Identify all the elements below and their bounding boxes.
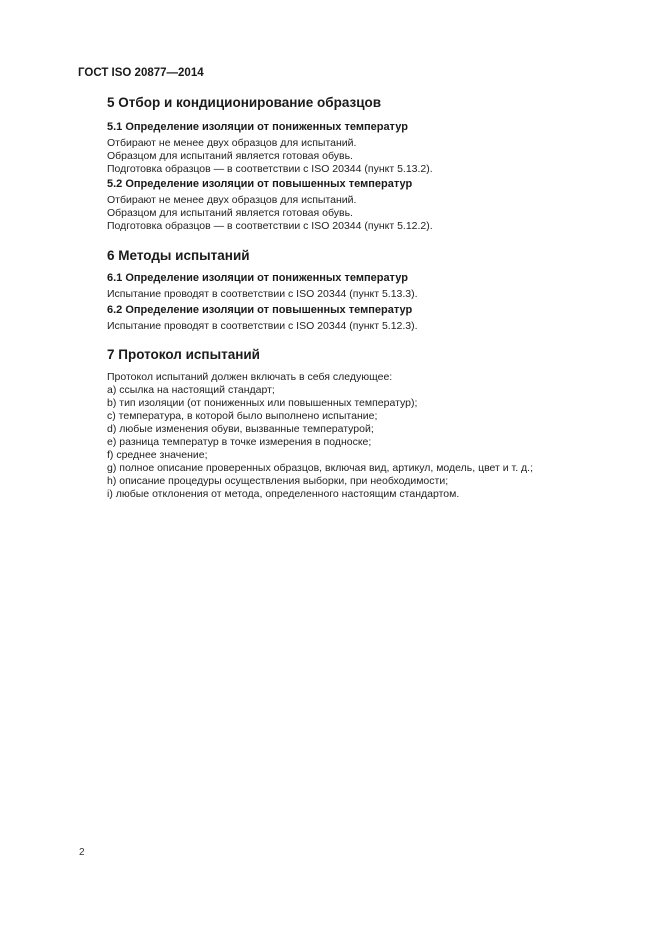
subsection-5-2-title: 5.2 Определение изоляции от повышенных температур: [107, 178, 413, 190]
list-item: g) полное описание проверенных образцов, включая вид, артикул, модель, цвет и т. д.;: [107, 462, 533, 474]
list-item: i) любые отклонения от метода, определенного настоящим стандартом.: [107, 488, 460, 500]
section-7-title: 7 Протокол испытаний: [107, 347, 260, 362]
document-id-header: ГОСТ ISO 20877—2014: [78, 67, 204, 79]
paragraph-intro: Протокол испытаний должен включать в себя следующее:: [107, 371, 393, 383]
section-6-title: 6 Методы испытаний: [107, 248, 250, 263]
list-item: f) среднее значение;: [107, 449, 208, 461]
list-item: h) описание процедуры осуществления выборки, при необходимости;: [107, 475, 449, 487]
list-item: d) любые изменения обуви, вызванные температурой;: [107, 423, 374, 435]
section-5-title: 5 Отбор и кондиционирование образцов: [107, 95, 382, 110]
subsection-6-2-title: 6.2 Определение изоляции от повышенных температур: [107, 304, 413, 316]
paragraph-line: Образцом для испытаний является готовая обувь.: [107, 150, 353, 162]
subsection-6-1-title: 6.1 Определение изоляции от пониженных температур: [107, 272, 408, 284]
list-item: c) температура, в которой было выполнено испытание;: [107, 410, 378, 422]
list-item: a) ссылка на настоящий стандарт;: [107, 384, 275, 396]
list-item: b) тип изоляции (от пониженных или повышенных температур);: [107, 397, 418, 409]
paragraph-line: Испытание проводят в соответствии с ISO 20344 (пункт 5.12.3).: [107, 320, 418, 332]
paragraph-line: Подготовка образцов — в соответствии с ISO 20344 (пункт 5.13.2).: [107, 163, 433, 175]
list-item: e) разница температур в точке измерения в подноске;: [107, 436, 372, 448]
subsection-5-1-title: 5.1 Определение изоляции от пониженных температур: [107, 121, 408, 133]
paragraph-line: Отбирают не менее двух образцов для испытаний.: [107, 194, 357, 206]
page-number: 2: [79, 847, 85, 858]
paragraph-line: Подготовка образцов — в соответствии с ISO 20344 (пункт 5.12.2).: [107, 220, 433, 232]
paragraph-line: Отбирают не менее двух образцов для испытаний.: [107, 137, 357, 149]
paragraph-line: Образцом для испытаний является готовая обувь.: [107, 207, 353, 219]
paragraph-line: Испытание проводят в соответствии с ISO 20344 (пункт 5.13.3).: [107, 288, 418, 300]
